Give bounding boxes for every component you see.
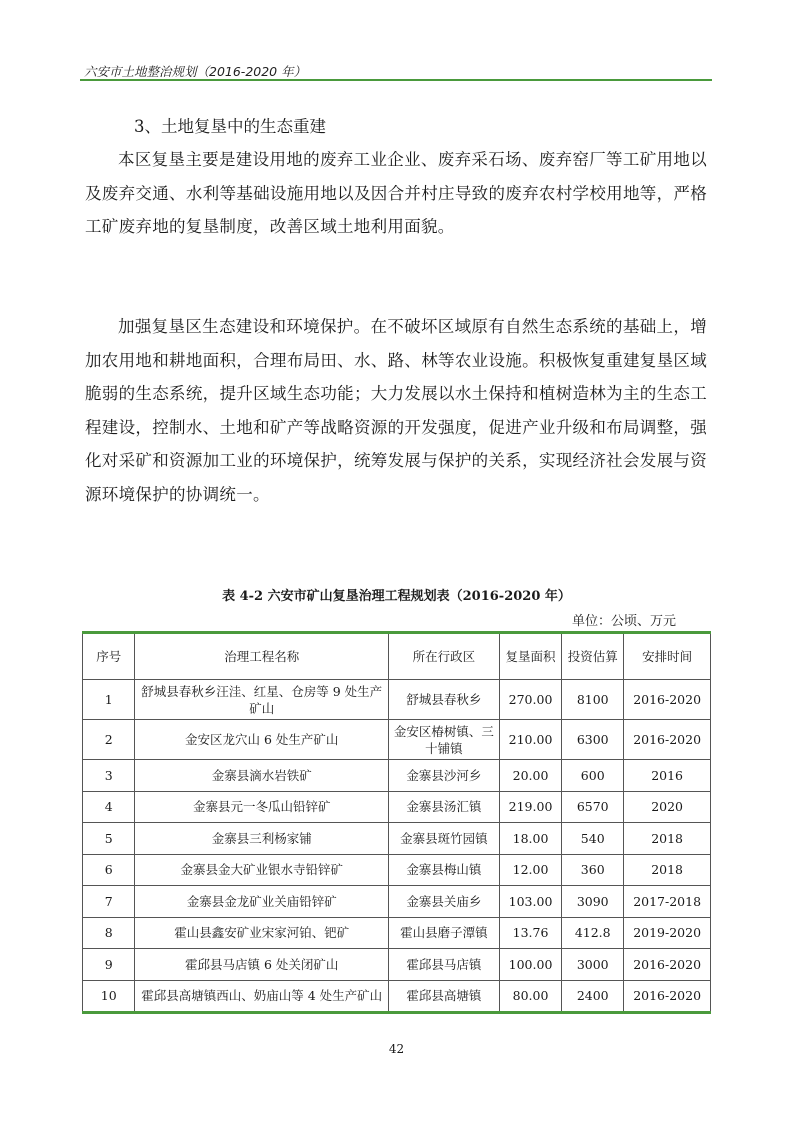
cell-index: 7 xyxy=(83,886,135,918)
cell-area: 270.00 xyxy=(499,680,561,720)
reclamation-table xyxy=(82,631,711,1014)
cell-index: 2 xyxy=(83,720,135,760)
cell-schedule: 2016-2020 xyxy=(624,980,711,1013)
table-row xyxy=(83,720,711,760)
table-header-row xyxy=(83,633,711,680)
running-header: 六安市土地整治规划（2016-2020 年） xyxy=(84,64,307,79)
cell-index: 10 xyxy=(83,980,135,1013)
table-unit: 单位：公顷、万元 xyxy=(571,614,676,629)
header-investment: 投资估算 xyxy=(562,633,624,680)
header-area: 复垦面积 xyxy=(499,633,561,680)
cell-investment: 412.8 xyxy=(562,917,624,949)
cell-schedule: 2016-2020 xyxy=(624,720,711,760)
cell-district: 金安区椿树镇、三十铺镇 xyxy=(388,720,499,760)
cell-area: 219.00 xyxy=(499,791,561,823)
cell-schedule: 2020 xyxy=(624,791,711,823)
cell-district: 霍邱县马店镇 xyxy=(388,949,499,981)
cell-district: 金寨县斑竹园镇 xyxy=(388,823,499,855)
cell-district: 金寨县关庙乡 xyxy=(388,886,499,918)
cell-investment: 8100 xyxy=(562,680,624,720)
cell-project-name: 金寨县三利杨家铺 xyxy=(135,823,389,855)
table-row xyxy=(83,823,711,855)
cell-area: 100.00 xyxy=(499,949,561,981)
table-row xyxy=(83,886,711,918)
cell-area: 20.00 xyxy=(499,760,561,792)
header-district: 所在行政区 xyxy=(388,633,499,680)
cell-investment: 540 xyxy=(562,823,624,855)
header-project-name: 治理工程名称 xyxy=(135,633,389,680)
table-caption: 表 4-2 六安市矿山复垦治理工程规划表（2016-2020 年） xyxy=(222,589,571,604)
cell-area: 13.76 xyxy=(499,917,561,949)
cell-index: 9 xyxy=(83,949,135,981)
cell-index: 3 xyxy=(83,760,135,792)
table-row xyxy=(83,980,711,1013)
cell-investment: 6570 xyxy=(562,791,624,823)
cell-schedule: 2016 xyxy=(624,760,711,792)
cell-project-name: 金安区龙穴山 6 处生产矿山 xyxy=(135,720,389,760)
cell-area: 18.00 xyxy=(499,823,561,855)
cell-district: 舒城县春秋乡 xyxy=(388,680,499,720)
cell-schedule: 2018 xyxy=(624,823,711,855)
cell-schedule: 2016-2020 xyxy=(624,680,711,720)
cell-schedule: 2017-2018 xyxy=(624,886,711,918)
table-row xyxy=(83,680,711,720)
cell-index: 8 xyxy=(83,917,135,949)
cell-district: 金寨县汤汇镇 xyxy=(388,791,499,823)
table-row xyxy=(83,917,711,949)
table-row xyxy=(83,949,711,981)
cell-schedule: 2019-2020 xyxy=(624,917,711,949)
cell-project-name: 舒城县春秋乡汪洼、红星、仓房等 9 处生产矿山 xyxy=(135,680,389,720)
cell-investment: 360 xyxy=(562,854,624,886)
cell-investment: 3000 xyxy=(562,949,624,981)
cell-schedule: 2018 xyxy=(624,854,711,886)
cell-index: 4 xyxy=(83,791,135,823)
table-row xyxy=(83,854,711,886)
cell-project-name: 金寨县金大矿业银水寺铅锌矿 xyxy=(135,854,389,886)
cell-project-name: 霍山县鑫安矿业宋家河铂、钯矿 xyxy=(135,917,389,949)
cell-index: 6 xyxy=(83,854,135,886)
cell-project-name: 金寨县元一冬瓜山铅锌矿 xyxy=(135,791,389,823)
cell-index: 5 xyxy=(83,823,135,855)
cell-index: 1 xyxy=(83,680,135,720)
cell-area: 210.00 xyxy=(499,720,561,760)
cell-project-name: 金寨县金龙矿业关庙铅锌矿 xyxy=(135,886,389,918)
cell-investment: 6300 xyxy=(562,720,624,760)
cell-district: 金寨县梅山镇 xyxy=(388,854,499,886)
cell-project-name: 霍邱县马店镇 6 处关闭矿山 xyxy=(135,949,389,981)
cell-schedule: 2016-2020 xyxy=(624,949,711,981)
table-row xyxy=(83,760,711,792)
cell-investment: 3090 xyxy=(562,886,624,918)
section-heading: 3、土地复垦中的生态重建 xyxy=(134,117,326,136)
cell-project-name: 霍邱县高塘镇西山、奶庙山等 4 处生产矿山 xyxy=(135,980,389,1013)
paragraph-1: 本区复垦主要是建设用地的废弃工业企业、废弃采石场、废弃窑厂等工矿用地以及废弃交通、水利等基础设施用地以及因合并村庄导致的废弃农村学校用地等，严格工矿废弃地的复垦制度，改善区域土地利用面貌。 xyxy=(85,150,707,236)
cell-area: 80.00 xyxy=(499,980,561,1013)
header-rule xyxy=(80,79,712,81)
header-schedule: 安排时间 xyxy=(624,633,711,680)
header-index: 序号 xyxy=(83,633,135,680)
cell-district: 霍邱县高塘镇 xyxy=(388,980,499,1013)
cell-investment: 600 xyxy=(562,760,624,792)
cell-district: 金寨县沙河乡 xyxy=(388,760,499,792)
paragraph-2: 加强复垦区生态建设和环境保护。在不破坏区域原有自然生态系统的基础上，增加农用地和耕地面积，合理布局田、水、路、林等农业设施。积极恢复重建复垦区域脆弱的生态系统，提升区域生态功能；大力发展以水土保持和植树造林为主的生态工程建设，控制水、土地和矿产等战略资源的开发强度，促进产业升级和布局调整，强化对采矿和资源加工业的环境保护，统筹发展与保护的关系，实现经济社会发展与资源环境保护的协调统一。 xyxy=(85,317,707,504)
table-row xyxy=(83,791,711,823)
cell-project-name: 金寨县滴水岩铁矿 xyxy=(135,760,389,792)
cell-area: 103.00 xyxy=(499,886,561,918)
page-number: 42 xyxy=(388,1042,405,1056)
cell-investment: 2400 xyxy=(562,980,624,1013)
cell-district: 霍山县磨子潭镇 xyxy=(388,917,499,949)
cell-area: 12.00 xyxy=(499,854,561,886)
